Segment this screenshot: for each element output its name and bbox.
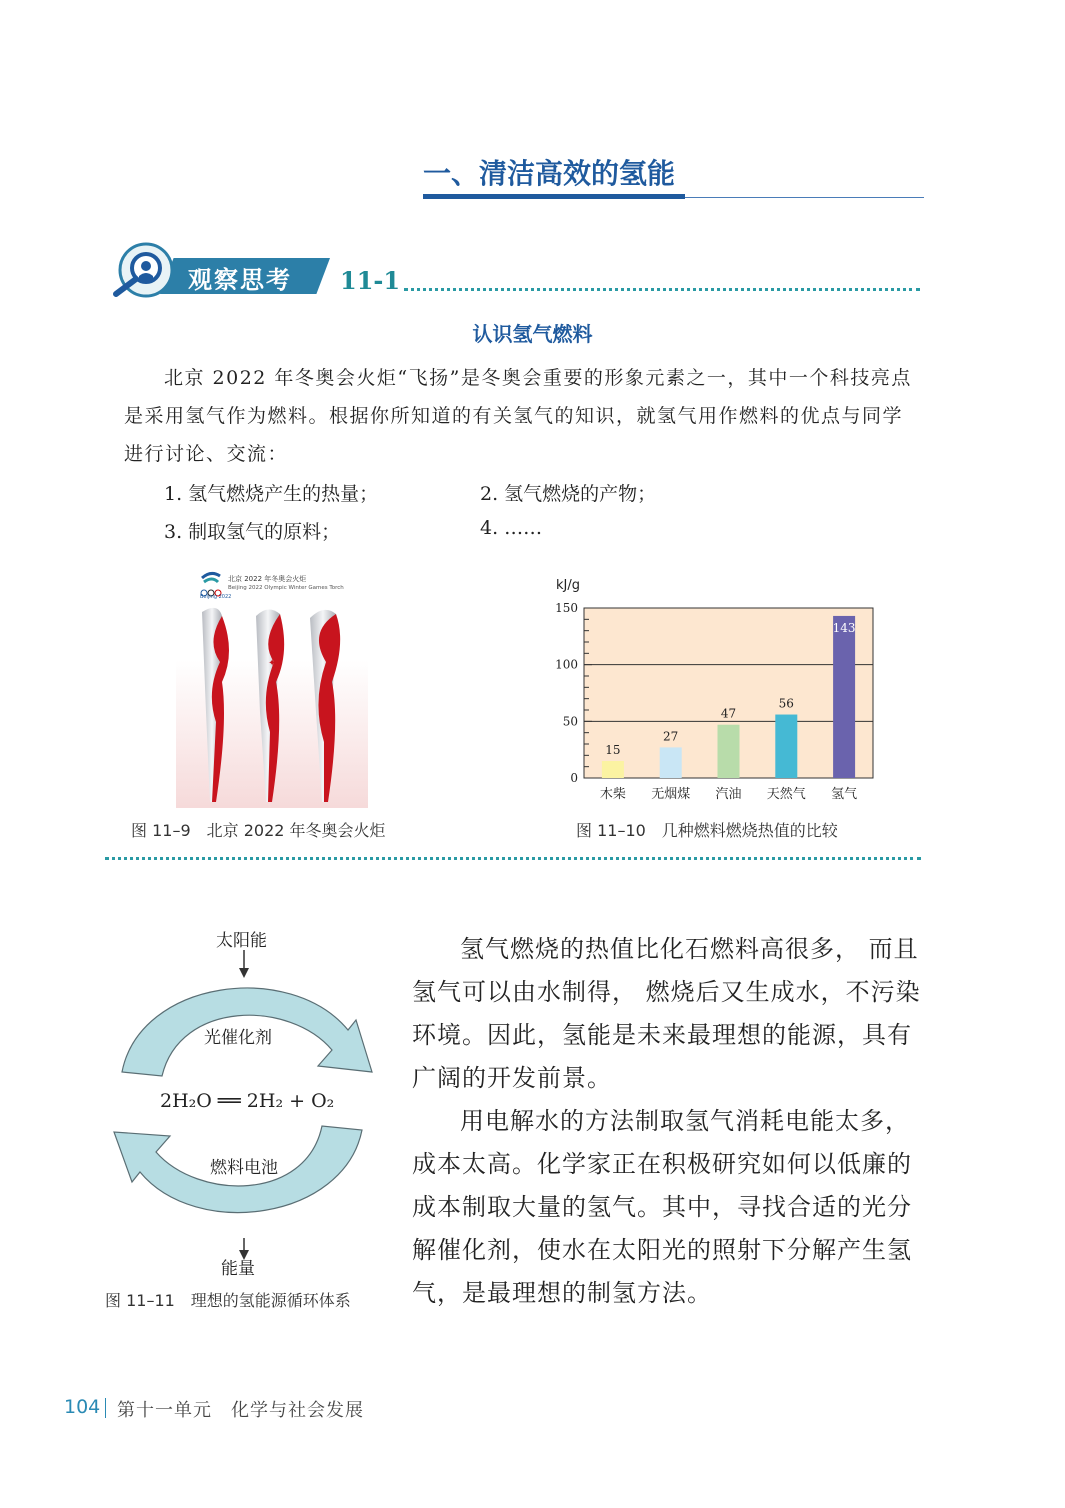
data-label: 15 bbox=[605, 743, 621, 757]
intro-paragraph: 北京 2022 年冬奥会火炬“飞扬”是冬奥会重要的形象元素之一，其中一个科技亮点是采用氢气作为燃料。根据你所知道的有关氢气的知识，就氢气用作燃料的优点与同学进行讨论、交流： bbox=[124, 367, 912, 465]
fuel-cell-label: 燃料电池 bbox=[210, 1158, 278, 1178]
bar-1 bbox=[660, 747, 682, 778]
title-underline-thin bbox=[685, 197, 924, 198]
torch-caption: 图 11–9 北京 2022 年冬奥会火炬 bbox=[131, 821, 386, 840]
water-split-equation: 2H₂O ══ 2H₂ + O₂ bbox=[160, 1090, 335, 1112]
dotted-divider bbox=[105, 857, 921, 860]
fuel-heat-chart bbox=[540, 596, 890, 808]
banner-label: 观察思考 bbox=[188, 266, 292, 294]
data-label: 56 bbox=[778, 696, 794, 711]
logo-small-text: Beijing 2022 bbox=[200, 594, 232, 600]
banner-number: 11-1 bbox=[340, 266, 401, 295]
torches-illustration bbox=[176, 602, 368, 808]
y-tick-label: 50 bbox=[562, 714, 578, 729]
title-underline bbox=[423, 194, 685, 199]
arrow-head-icon bbox=[239, 968, 249, 978]
bar-4 bbox=[833, 616, 855, 778]
dotted-divider bbox=[404, 288, 920, 291]
svg-text:✦: ✦ bbox=[268, 658, 277, 669]
section-title: 一、清洁高效的氢能 bbox=[423, 157, 676, 190]
cycle-caption: 图 11–11 理想的氢能源循环体系 bbox=[105, 1291, 351, 1310]
bar-3 bbox=[775, 715, 797, 778]
x-tick-label: 汽油 bbox=[715, 787, 742, 802]
main-text bbox=[412, 928, 924, 1315]
y-tick-label: 100 bbox=[555, 657, 578, 672]
data-label: 143 bbox=[832, 620, 856, 635]
torch-image bbox=[176, 562, 368, 808]
footer-unit-title: 第十一单元 化学与社会发展 bbox=[117, 1400, 364, 1421]
y-tick-label: 150 bbox=[555, 601, 578, 615]
activity-title: 认识氢气燃料 bbox=[472, 322, 593, 346]
solar-energy-label: 太阳能 bbox=[216, 931, 267, 951]
question-item: 2. 氢气燃烧的产物； bbox=[480, 483, 657, 505]
bar-0 bbox=[602, 761, 624, 778]
torch-logo-title: 北京 2022 年冬奥会火炬 bbox=[228, 575, 307, 583]
bar-2 bbox=[718, 725, 740, 778]
x-tick-label: 木柴 bbox=[599, 787, 626, 802]
question-item: 1. 氢气燃烧产生的热量； bbox=[164, 483, 379, 505]
chart-ylabel: kJ/g bbox=[556, 578, 580, 593]
x-tick-label: 天然气 bbox=[766, 787, 806, 802]
energy-label: 能量 bbox=[221, 1259, 255, 1279]
x-tick-label: 氢气 bbox=[831, 787, 858, 802]
question-item: 4. …… bbox=[480, 517, 543, 539]
data-label: 47 bbox=[720, 706, 737, 721]
y-tick-label: 0 bbox=[570, 771, 578, 785]
x-tick-label: 无烟煤 bbox=[651, 787, 691, 802]
torch-logo-subtitle: Beijing 2022 Olympic Winter Games Torch bbox=[228, 585, 344, 591]
chart-caption: 图 11–10 几种燃料燃烧热值的比较 bbox=[576, 821, 838, 840]
footer-separator bbox=[105, 1398, 106, 1418]
data-label: 27 bbox=[663, 729, 679, 744]
question-item: 3. 制取氢气的原料； bbox=[164, 521, 341, 543]
main-paragraph: 氢气燃烧的热值比化石燃料高很多， 而且氢气可以由水制得， 燃烧后又生成水，不污染环境。因此，氢能是未来最理想的能源，具有广阔的开发前景。 bbox=[412, 935, 921, 1092]
photocatalyst-label: 光催化剂 bbox=[204, 1028, 272, 1048]
main-paragraph: 用电解水的方法制取氢气消耗电能太多，成本太高。化学家正在积极研究如何以低廉的成本制取大量的氢气。其中，寻找合适的光分解催化剂，使水在太阳光的照射下分解产生氢气，是最理想的制氢方法。 bbox=[412, 1107, 912, 1307]
page-number: 104 bbox=[64, 1396, 101, 1418]
magnifier-icon bbox=[110, 242, 176, 300]
